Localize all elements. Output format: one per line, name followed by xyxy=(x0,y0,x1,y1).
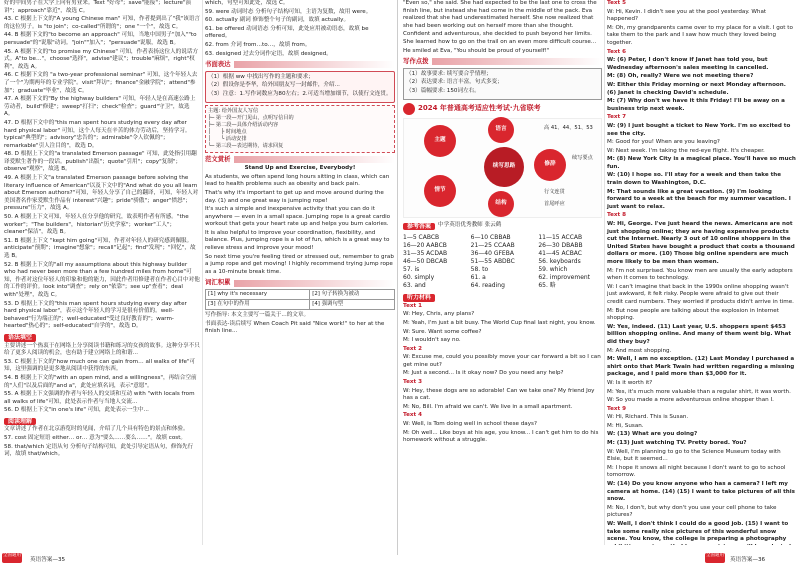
answer-explanation: 56. D 根据上下文"in one's life" 可知，此处表示一生中... xyxy=(4,407,149,414)
answer-explanation: 50. A 根据上下文可知，年轻人在分享他的研究，故表明作者有所感。"the worker"；"The builders"，historian"历史学家"；worker"工人"；cleaner"保洁"，故选 B。 xyxy=(4,214,189,236)
answer-explanation: 47. D 根据下文中的"this man spent hours studying every day after hard physical labor" 可知，这个人每天在辛苦的体力劳动后，坚持学习。typical"典型的"；advisory"忠告的"；admirable"令人钦佩的"；remarkable"引人注目的"，故选 D。 xyxy=(4,119,191,149)
transcript-line: M: Yes, it's much more valuable than a regular shirt, it was worth. xyxy=(607,388,791,395)
transcript-line: W: (9) I just bought a ticket to New York. I'm so excited to see the city. xyxy=(607,122,791,137)
vocab-cell: [1] why it's necessary xyxy=(206,290,310,300)
transcript-line: M: Yeah, I'm just a bit busy. The World Cup final last night, you know. xyxy=(403,319,596,326)
answer-explanation: which，句型可知此处，故选 C。 xyxy=(205,0,289,6)
vocab-row xyxy=(206,290,395,300)
sample-paragraph: He smiled at Eva, "You should be proud of yourself!" xyxy=(403,47,550,54)
guidance-line: 写作指导: 本文主要写一篇关于...的文章。 xyxy=(205,312,310,319)
section-summary: 文章讲述了作者在北京游览时的见闻，介绍了几个具有特色的景点和体验。 xyxy=(4,426,189,433)
transcript-line: M: And most shopping. xyxy=(607,347,672,354)
tips-heading-band xyxy=(403,58,602,66)
transcript-line: W: So you made a more adventurous online shopper than I. xyxy=(607,397,774,404)
sample-paragraph: "Even so," she said. She had expected to be the last one to cross the finish line, but instead she had come in the middle of the pack. Eva realized that she had underestimated herself. She now realized that she had been working out on herself more than she thought. xyxy=(403,0,597,29)
diagram-label: 首尾呼应 xyxy=(544,200,565,207)
diagram-node: 语言 xyxy=(488,117,514,143)
vocab-row xyxy=(206,300,395,310)
tip-line: （3）篇幅要求: 150词左右。 xyxy=(406,87,480,94)
answer-key-item: 6—10 CBBAB xyxy=(470,234,511,242)
sample-essay-title: Stand Up and Exercise, Everybody! xyxy=(244,165,356,172)
transcript-line: W: Next week. I'm taking the red-eye flight. It's cheaper. xyxy=(607,147,765,154)
transcript-line: W: I can't imagine that back in the 1990s online shopping wasn't just awkward, it felt risky. People were afraid to give out their credit card numbers. They worried if products didn't arrive in time. xyxy=(607,283,794,305)
transcript-line: M: I'm not surprised. You know men are usually the early adopters when it comes to technology. xyxy=(607,267,793,282)
transcript-line: W: Well, I don't think I could do a good job. (15) I want to take some really nice pictures of this wonderful snow scene. You know, the college is preparing a photography xyxy=(607,521,789,543)
transcript-line: M: I wouldn't say no. xyxy=(403,337,461,344)
answer-key-item: 56. keyboards xyxy=(538,258,581,266)
writing-guidance xyxy=(205,312,395,336)
transcript-line: W: Hi, Richard. This is Susan. xyxy=(607,414,689,421)
sample-paragraph: It's such a simple and inexpensive activity that you can do it anywhere — even in a small space. Jumping rope is a great cardio workout that gets your heart rate up and helps you burn calories. xyxy=(205,206,391,228)
transcript-line: M: No, Bill. I'm afraid we can't. We live in a small apartment. xyxy=(403,403,573,410)
transcript-line: W: Hi, Kevin. I didn't see you at the pool yesterday. What happened? xyxy=(607,8,767,23)
transcript-line: Text 6 xyxy=(607,48,626,55)
listening-heading: 听力材料 xyxy=(403,294,435,302)
answer-key-item: 31—35 ACDAB xyxy=(403,250,448,258)
guidance-line: 书面表达-读后续写 When Coach Pit said "Nice work!" to her at the finish line... xyxy=(205,320,385,335)
answer-explanation: 63. designed 过去分词作定语，故填 designed。 xyxy=(205,50,332,57)
answer-key-item: 41—45 ACBAC xyxy=(538,250,582,258)
sample-heading: 范文赏析 xyxy=(205,154,231,163)
answer-explanation: 45. A 根据下文的"to promise my Chinese" 可知，作者表扬这位人的说话方式。A"to be…"，choose"选择"，advise"建议"；trouble"麻烦"，right"权利"，故选 A。 xyxy=(4,48,199,70)
answer-key-item: 57. is xyxy=(403,266,420,274)
right-page xyxy=(401,0,798,555)
diagram-node: 结构 xyxy=(488,191,514,217)
tip-line: （1）故事要求: 续写要合乎情理； xyxy=(406,70,492,77)
transcript-line: W: Sure. Want some coffee? xyxy=(403,328,482,335)
answer-key-item: 59. which xyxy=(538,266,568,274)
answer-explanation: 58. that/which 定语从句 分析句子结构可知，此处引导定语从句，修饰先行词，故填 that/which。 xyxy=(4,443,194,458)
answer-explanation: 43. C 根据上下文的"A young Chinese man" 可知，作者提到出了"我"该语言的这位男子。is "to join"；co-called"所谓的"；one "一个"，故选 C。 xyxy=(4,16,201,30)
sample-paragraph: As students, we often spend long hours sitting in class, which can lead to health problems such as obesity and back pain. xyxy=(205,173,390,188)
listening-transcript-continued xyxy=(607,0,796,545)
sample-paragraph: So next time you're feeling tired or stressed out, remember to grab a jump rope and get moving! I highly recommend trying jump rope as a 10-minute break time. xyxy=(205,253,394,275)
transcript-line: W: Hey, these dogs are so adorable! Can we take one? My friend Joy has a cat. xyxy=(403,387,595,402)
answer-key-item: 36—40 GFEBA xyxy=(470,250,514,258)
transcript-line: W: Well, is Tom doing well in school these days? xyxy=(403,421,537,428)
transcript-line: W: (13) What are you doing? xyxy=(607,431,698,438)
footer-page-right: 英语答案—36 xyxy=(730,557,766,563)
transcript-line: W: Hi, George. I've just heard the news. Americans are not just shopping online; they are having expensive products cut the Internet. Nearly 3 out of 10 online shoppers in the United States have bought a product that costs a thousand dollars or more. (10) Those big online spenders are much more likely to be men than women. xyxy=(607,221,795,265)
footer-page-left: 英语答案—35 xyxy=(30,557,66,563)
transcript-line: M: Oh well... Like boys at his age, you know... I can't get him to do his homework without a struggle. xyxy=(403,429,599,444)
answer-author: 中学英语优秀教师 张云鹤 xyxy=(438,222,502,229)
answer-explanation: 53. C 根据上下文的"how much one can gain from… all walks of life"可知，这里强调的是更多地从阅读中获得的东西。 xyxy=(4,358,196,373)
answer-key-item: 51—55 ABDBC xyxy=(470,258,515,266)
answer-key-item: 46—50 DBCAB xyxy=(403,258,448,266)
sample-essay-body xyxy=(205,174,395,277)
exam-title-row xyxy=(403,103,602,115)
writing-tip: （3）注意：1.写作词数应为80左右；2.可适当增加细节，以使行文连贯。 xyxy=(208,90,392,97)
diagram-node: 主题 xyxy=(424,125,456,157)
answer-explanation: 49. A 根据上下文"a translated Emerson passage before solving the literary influence of American"以及下文中的"And what do you all learn about Emerson authors?"可知，年轻人分享了自己的翻译，可知，年轻人对美国著名作家爱默生作品有 interest"兴趣"；pride"骄傲"；anger"愤怒"；pressure"压力"，故选 A。 xyxy=(4,175,199,212)
right-column-c xyxy=(401,0,604,545)
answer-key-item: 21—25 CCAAB xyxy=(470,242,515,250)
transcript-line: M: (7) Why don't we have it this Friday! I'll be away on a business trip next week. xyxy=(607,98,785,112)
answer-explanation: 54. B 根据上下文的"with an open mind, and a willingness"，再结合空前的"人们"以及后面的"and a"，此处应填名词，表示"意愿"。 xyxy=(4,374,197,389)
transcript-line: Text 5 xyxy=(607,0,626,6)
answer-key-item: 64. reading xyxy=(470,282,505,290)
answer-explanation: 52. B 根据上下文的"all my assumptions about this highway builder who had never been more than a few hundred miles from home"可知，作者对这位年轻人的印象和他的能力，因此作者用修建者在作者心目中对他的工作的评价。look into"调查"；rely on"依靠"；see up"查看"；deal with"处理"，故选 C。 xyxy=(4,261,200,298)
continuation-sample xyxy=(403,0,602,55)
transcript-line: M: (8) New York City is a magical place. You'll have so much fun. xyxy=(607,156,796,170)
vocab-heading-band xyxy=(205,279,395,287)
page-footer xyxy=(0,553,800,565)
transcript-line: Text 9 xyxy=(607,405,626,412)
sample-heading-band xyxy=(205,156,395,164)
answer-explanation: 44. B 根据下文的"to become an approach" 可知，当地中国男子"加入""to persuade"的"说服"动词。"join""加入"；"persuade"说服，故选 B。 xyxy=(4,32,197,46)
transcript-line: W: Yes, indeed. (11) Last year, U.S. shoppers spent $453 billion shopping online. And many of them went big. What did they buy? xyxy=(607,323,792,345)
exam-logo-icon xyxy=(403,103,415,115)
transcript-line: Text 7 xyxy=(607,114,626,121)
section-heading-reading: 阅读理解 xyxy=(4,418,36,426)
answer-key-item: 61. a xyxy=(470,274,486,282)
transcript-line: W: (14) Do you know anyone who has a camera? I left my camera at home. (14) (15) I want to take pictures of all this snow. xyxy=(607,481,796,503)
answer-key-grid xyxy=(403,234,602,290)
sample-paragraph: Confident and adventurous, she decided to push beyond her limits. She learned how to go on the trail on an even more difficult course... xyxy=(403,31,597,45)
writing-mindmap: 主题: 给外国友人写信 ├─ 第一段—开门见山，点明写信目的 ├─ 第二段—具体介绍活动内容 │ ├ 时间地点 │ └ 活动安排 └─ 第三段—表达期待，请求回复 xyxy=(205,105,395,153)
transcript-line: M: That sounds like a great vacation. (9) I'm looking forward to a week at the beach for my summer vacation. I just want to relax. xyxy=(607,188,791,210)
diagram-node: 情节 xyxy=(424,175,456,207)
vocab-cell: [3] 在句中的作用 xyxy=(206,300,310,310)
transcript-line: Text 4 xyxy=(403,412,422,419)
transcript-line: Text 3 xyxy=(403,379,422,386)
answer-explanation: 好的中间男子在大学上向有男业来。Text "好母"；save"能接"；lecture"演讲"；approach"靠近"，故选 C。 xyxy=(4,0,192,14)
answer-explanation: 55. A 根据上下文强调的作者与年轻人的交谈和互动 with "with locals from all walks of life"可知，此处表示作者与当地人交流... xyxy=(4,391,195,405)
listening-transcript xyxy=(403,303,602,445)
diagram-label: 高 41、44、51、53 xyxy=(544,124,593,131)
sample-paragraph: That's why it's important to get up and move around during the day. (1) and one great way is jumping rope! xyxy=(205,189,384,204)
answer-explanation: 62. from 介词 from…to…，故填 from。 xyxy=(205,41,311,48)
answer-explanation: 53. D 根据上下文的"this man spent hours studying every day after hard physical labor"，表示这个年轻人的学习是很有价值的。well-behaved"行为端正的"；well-educated"受过良好教育的"；warm-hearted"热心的"；self-educated"自学的"，故选 D。 xyxy=(4,300,187,330)
writing-heading: 书面表达 xyxy=(205,60,231,69)
vocab-cell: [4] 强调句型 xyxy=(310,300,395,310)
transcript-line: W: Either this Friday morning or next Monday afternoon. (6) Janet is checking David's schedule. xyxy=(607,81,786,96)
writing-heading-band xyxy=(205,61,395,69)
diagram-label: 行文连贯 xyxy=(544,188,565,195)
answer-explanation: 60. actually 副词 修饰整个句子的副词，故填 actually。 xyxy=(205,17,350,24)
exam-title: 2024 年普通高考适应性考试·九省联考 xyxy=(418,103,541,112)
footer-stamp-left: 全国通用 xyxy=(2,553,22,563)
answer-key-item: 1—5 CABCB xyxy=(403,234,440,242)
answer-key-item: 62. improvement xyxy=(538,274,591,282)
left-column-b xyxy=(202,0,397,545)
answer-explanation: 46. C 根据下文的 "a two-year professional seminar" 可知，这个年轻人去了一个"为期两年的专业学院"。visit"拜访"；finance"金融学院"；attend"参加"；graduate"毕业"，故选 C。 xyxy=(4,72,198,94)
writing-tip: （2）假设你是李华，给外国朋友写一封邮件，介绍... xyxy=(208,82,340,89)
answer-explanation: 51. B 根据上下文 "kept him going"可知，作者对年轻人的研究感到佩服。anticipate"预期"；imagine"想象"；recall"记起"；find"发现"；"回忆"，故选 B。 xyxy=(4,237,196,259)
section-summary: 主要讲述一个热衷于在网络上分享阅读书籍和练习的女孩的故事。这种分享不只给了更多人阅读的机会，也有助于建立网络上的和谐... xyxy=(4,342,200,357)
answer-key-item: 60. simply xyxy=(403,274,435,282)
vocab-table xyxy=(205,289,395,310)
answer-key-item: 11—15 ACCAB xyxy=(538,234,583,242)
transcript-line: Text 2 xyxy=(403,345,422,352)
answer-explanation: 47. A 根据下文的"By the highway builders" 可知，年轻人是在高速公路上劳动者，build"修建"；sweep"打扫"；check"检查"；guard"守卫"，故选 A。 xyxy=(4,96,196,118)
grammar-answers-list xyxy=(4,359,200,415)
writing-tip: （1）根据 ww 中找出写作的主题和要求； xyxy=(208,73,314,80)
writing-tips-box xyxy=(205,71,395,103)
transcript-line: M: Just a second... Is it okay now? Do you need any help? xyxy=(403,370,564,377)
answer-heading-row xyxy=(403,221,602,232)
transcript-line: M: No, I don't, but why don't you use your cell phone to take pictures? xyxy=(607,504,777,519)
transcript-line: M: (13) Just watching TV. Pretty bored. You? xyxy=(607,440,747,447)
transcript-line: W: (6) Peter, I don't know if Janet has told you, but Wednesday afternoon's sales meeting is cancelled. xyxy=(607,57,769,71)
left-column-a xyxy=(2,0,202,545)
right-column-d xyxy=(604,0,798,545)
tips-box xyxy=(403,68,602,100)
sample-paragraph: It is also helpful to improve your coordination, flexibility, and balance. Plus, jumping rope is a lot of fun, which is a great way to relieve stress and improve your mood! xyxy=(205,229,390,252)
transcript-line: M: Oh, my grandparents came over to my place for a visit. I got to take them to the park and I saw how much they loved being together. xyxy=(607,24,793,46)
answer-explanation: 59. were 动词时态 分析句子结构可知，主语为复数，故用 were。 xyxy=(205,8,372,15)
answer-key-item: 16—20 AABCB xyxy=(403,242,447,250)
answer-explanation: 57. cost 固定短语 either… or… 意为"要么……要么……"。故填 cost。 xyxy=(4,435,186,442)
tips-heading: 写作点拨 xyxy=(403,57,429,66)
answer-explanation: 48. D 根据上下文的"a translated Emerson passage" 可知，此处指引用翻译爱默生著作的一段话。publish"出版"；quote"引用"；copy"复制"；observe"观察"，故选 B。 xyxy=(4,151,197,173)
transcript-line: M: (8) Oh, really? Were we not meeting there? xyxy=(607,73,754,80)
diagram-label: 续写要点 xyxy=(572,154,593,161)
answer-key-item: 58. to xyxy=(470,266,489,274)
cloze-answers-list xyxy=(4,0,200,331)
section-heading-grammar: 语法填空 xyxy=(4,334,36,342)
diagram-node: 修辞 xyxy=(534,149,566,181)
footer-stamp-right: 全国通用 xyxy=(705,553,725,563)
vocab-heading: 词汇积累 xyxy=(205,278,231,287)
transcript-line: W: Excuse me, could you possibly move your car forward a bit so I can get mine out? xyxy=(403,354,601,368)
transcript-line: M: Hi, Susan. xyxy=(607,422,644,429)
transcript-line: M: But now people are talking about the explosion in Internet shopping. xyxy=(607,307,779,322)
continuation-diagram xyxy=(403,118,602,218)
vocab-cell: [2] 句子转换为被动 xyxy=(310,290,395,300)
answer-key-item: 26—30 DBABB xyxy=(538,242,583,250)
answer-key-item: 65. 略 xyxy=(538,282,556,290)
answer-explanation: 61. be offered 动词语态 分析可知，此处应用被动语态，故填 be offered。 xyxy=(205,25,369,40)
transcript-line: Text 8 xyxy=(607,212,626,219)
diagram-center-node: 续写思路 xyxy=(484,147,524,187)
transcript-line: W: Well, I'm planning to go to the Science Museum today with Elsie, but it seemed... xyxy=(607,448,781,463)
fill-blank-answers-list xyxy=(205,0,395,58)
answer-heading: 参考答案 xyxy=(403,223,435,231)
transcript-line: Text 1 xyxy=(403,302,422,309)
transcript-line: W: (10) I hope so. I'll stay for a week and then take the train down to Washington, D.C. xyxy=(607,172,782,187)
tip-line: （2）表达要求: 语言丰富，句式多变； xyxy=(406,79,503,86)
left-page xyxy=(2,0,398,555)
transcript-line: M: Well, I am no exception. (12) Last Monday I purchased a shirt onto that Mark Twain had written regarding a missing package, and I paid more than $3,000 for it. xyxy=(607,356,795,378)
transcript-line: M: I hope it snows all night because I don't want to go to school tomorrow. xyxy=(607,464,786,479)
fill-blank-answers-list xyxy=(4,435,200,459)
transcript-line: W: Hey, Chris, any plans? xyxy=(403,311,475,318)
answer-key-item: 63. and xyxy=(403,282,426,290)
transcript-line: M: Good for you! When are you leaving? xyxy=(607,139,720,146)
transcript-line: W: Is it worth it? xyxy=(607,379,653,386)
